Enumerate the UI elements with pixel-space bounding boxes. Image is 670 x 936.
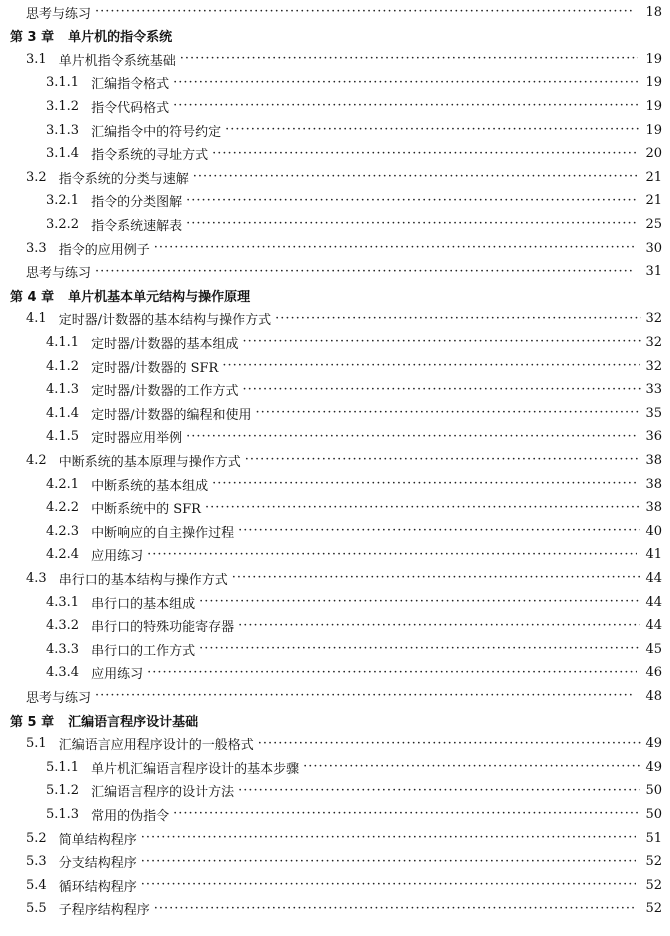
dot-leader [193,170,639,184]
entry-title: 定时器应用举例 [91,431,183,447]
dot-leader [212,147,639,161]
entry-title: 中断系统的基本组成 [91,478,209,494]
dot-leader [147,666,636,680]
page-number: 44 [645,594,662,610]
entry-number: 4.1.4 [46,405,80,421]
dot-leader [232,571,640,585]
page-number: 45 [645,641,662,657]
entry-title: 汇编语言程序设计基础 [68,714,199,730]
entry-title: 中断系统的基本原理与操作方式 [58,454,241,470]
entry-title: 指令系统的寻址方式 [91,148,209,164]
entry-number: 3.2.1 [46,193,80,209]
dot-leader [255,406,641,420]
entry-number: 3.3 [26,240,47,256]
entry-title: 汇编语言程序的设计方法 [91,785,235,801]
page-number: 40 [645,523,662,539]
page-number: 50 [645,806,662,822]
entry-title: 定时器/计数器的 SFR [91,360,219,376]
entry-title: 子程序结构程序 [58,903,150,919]
dot-leader [242,335,640,349]
entry-number: 3.1.1 [46,75,80,91]
dot-leader [199,642,639,656]
entry-title: 汇编语言应用程序设计的一般格式 [58,738,254,754]
entry-number: 4.3.4 [46,665,80,681]
page-number: 44 [645,618,662,634]
entry-title: 应用练习 [91,549,144,565]
toc-entry [0,401,670,425]
toc-entry [0,684,670,708]
toc-entry [0,637,670,661]
entry-title: 思考与练习 [26,690,92,706]
toc-entry [0,614,670,638]
entry-title: 应用练习 [91,667,144,683]
entry-title: 汇编指令格式 [91,77,170,93]
page-number: 38 [645,452,662,468]
dot-leader [222,359,639,373]
entry-number: 4.2.4 [46,547,80,563]
page-number: 44 [645,570,662,586]
dot-leader [225,123,640,137]
entry-number: 3.1.3 [46,122,80,138]
dot-leader [141,855,637,869]
entry-title: 串行口的基本结构与操作方式 [58,572,228,588]
page-number: 52 [645,877,662,893]
dot-leader [141,878,637,892]
entry-number: 5.3 [26,854,47,870]
entry-number: 5.1.1 [46,759,80,775]
page-number: 35 [645,405,662,421]
dot-leader [186,194,638,208]
entry-number: 4.2.3 [46,523,80,539]
dot-leader [141,831,637,845]
entry-title: 中断系统中的 SFR [91,502,201,518]
dot-leader [303,760,641,774]
dot-leader [186,430,638,444]
dot-leader [275,312,641,326]
dot-leader [238,619,640,633]
page-number: 46 [645,665,662,681]
toc-entry [0,897,670,921]
toc-entry [0,425,670,449]
page-number: 52 [645,901,662,917]
toc-entry [0,354,670,378]
entry-number: 5.2 [26,830,47,846]
toc-entry [0,519,670,543]
dot-leader [154,241,637,255]
entry-number: 3.2 [26,169,47,185]
page-number: 19 [645,75,662,91]
page-number: 30 [645,240,662,256]
toc-entry [0,873,670,897]
toc-entry [0,826,670,850]
toc-entry [0,330,670,354]
entry-title: 汇编指令中的符号约定 [91,124,222,140]
entry-number: 第 3 章 [10,30,55,46]
dot-leader [147,548,636,562]
dot-leader [205,501,639,515]
entry-number: 4.2.1 [46,476,80,492]
chapter-heading [0,708,670,732]
dot-leader [245,453,641,467]
dot-leader [199,595,639,609]
entry-title: 串行口的工作方式 [91,643,196,659]
entry-title: 定时器/计数器的基本组成 [91,336,239,352]
entry-title: 常用的伪指令 [91,808,170,824]
entry-number: 4.3.1 [46,594,80,610]
toc-entry [0,566,670,590]
page-number: 25 [645,216,662,232]
toc-entry [0,236,670,260]
entry-number: 5.1.3 [46,806,80,822]
toc-entry [0,47,670,71]
page-number: 19 [645,122,662,138]
entry-title: 指令代码格式 [91,100,170,116]
toc-entry [0,212,670,236]
dot-leader [212,477,639,491]
toc-entry [0,307,670,331]
dot-leader [238,524,640,538]
toc-entry [0,496,670,520]
toc-entry [0,0,670,24]
entry-number: 4.1.3 [46,382,80,398]
entry-number: 4.2 [26,452,47,468]
entry-title: 单片机的指令系统 [68,30,173,46]
page-number: 41 [645,547,662,563]
page-number: 51 [645,830,662,846]
entry-number: 5.1 [26,736,47,752]
entry-number: 5.4 [26,877,47,893]
chapter-heading [0,283,670,307]
toc-entry [0,142,670,166]
entry-number: 4.1 [26,311,47,327]
dot-leader [173,99,638,113]
page-number: 21 [645,169,662,185]
entry-number: 4.2.2 [46,500,80,516]
entry-number: 3.1.4 [46,146,80,162]
page-number: 32 [645,311,662,327]
entry-title: 指令的应用例子 [58,242,150,258]
entry-number: 4.3 [26,570,47,586]
toc-entry [0,850,670,874]
dot-leader [242,383,640,397]
page-number: 50 [645,783,662,799]
page-number: 20 [645,146,662,162]
page-number: 33 [645,382,662,398]
page-number: 52 [645,854,662,870]
entry-number: 4.3.3 [46,641,80,657]
dot-leader [154,902,637,916]
entry-number: 4.1.2 [46,358,80,374]
dot-leader [238,784,640,798]
entry-title: 串行口的特殊功能寄存器 [91,620,235,636]
entry-title: 单片机汇编语言程序设计的基本步骤 [91,761,300,777]
page-number: 19 [645,51,662,67]
entry-title: 分支结构程序 [58,856,137,872]
toc-entry [0,378,670,402]
toc-entry [0,472,670,496]
entry-number: 5.5 [26,901,47,917]
entry-title: 思考与练习 [26,6,92,22]
page-number: 38 [645,500,662,516]
entry-number: 第 4 章 [10,289,55,305]
entry-title: 指令的分类图解 [91,195,183,211]
toc-entry [0,118,670,142]
entry-title: 简单结构程序 [58,832,137,848]
dot-leader [95,5,634,19]
page-number: 32 [645,358,662,374]
page-number: 49 [645,759,662,775]
toc-entry [0,94,670,118]
entry-number: 3.1 [26,51,47,67]
entry-title: 定时器/计数器的工作方式 [91,384,239,400]
toc-entry [0,661,670,685]
entry-title: 定时器/计数器的基本结构与操作方式 [58,313,272,329]
toc-entry [0,543,670,567]
entry-number: 5.1.2 [46,783,80,799]
dot-leader [180,52,638,66]
page-number: 31 [645,264,662,280]
dot-leader [186,217,638,231]
toc-entry [0,779,670,803]
entry-title: 单片机基本单元结构与操作原理 [68,289,251,305]
entry-number: 4.3.2 [46,618,80,634]
entry-title: 思考与练习 [26,266,92,282]
dot-leader [95,265,634,279]
page-number: 18 [645,4,662,20]
page-number: 32 [645,334,662,350]
toc-entry [0,71,670,95]
entry-number: 3.1.2 [46,98,80,114]
dot-leader [258,737,641,751]
chapter-heading [0,24,670,48]
entry-number: 第 5 章 [10,714,55,730]
entry-title: 中断响应的自主操作过程 [91,525,235,541]
dot-leader [173,76,638,90]
entry-number: 3.2.2 [46,216,80,232]
entry-number: 4.1.5 [46,429,80,445]
page-number: 49 [645,736,662,752]
entry-title: 指令系统速解表 [91,218,183,234]
page-number: 38 [645,476,662,492]
toc-entry [0,189,670,213]
dot-leader [173,807,638,821]
entry-number: 4.1.1 [46,334,80,350]
dot-leader [95,689,634,703]
page-number: 36 [645,429,662,445]
toc-entry [0,732,670,756]
entry-title: 指令系统的分类与速解 [58,171,189,187]
toc-entry [0,165,670,189]
toc-entry [0,260,670,284]
entry-title: 定时器/计数器的编程和使用 [91,407,252,423]
page-number: 21 [645,193,662,209]
toc-entry [0,448,670,472]
page-number: 48 [645,688,662,704]
entry-title: 循环结构程序 [58,879,137,895]
entry-title: 单片机指令系统基础 [58,53,176,69]
entry-title: 串行口的基本组成 [91,596,196,612]
page-number: 19 [645,98,662,114]
toc-entry [0,802,670,826]
toc-entry [0,590,670,614]
toc-entry [0,755,670,779]
